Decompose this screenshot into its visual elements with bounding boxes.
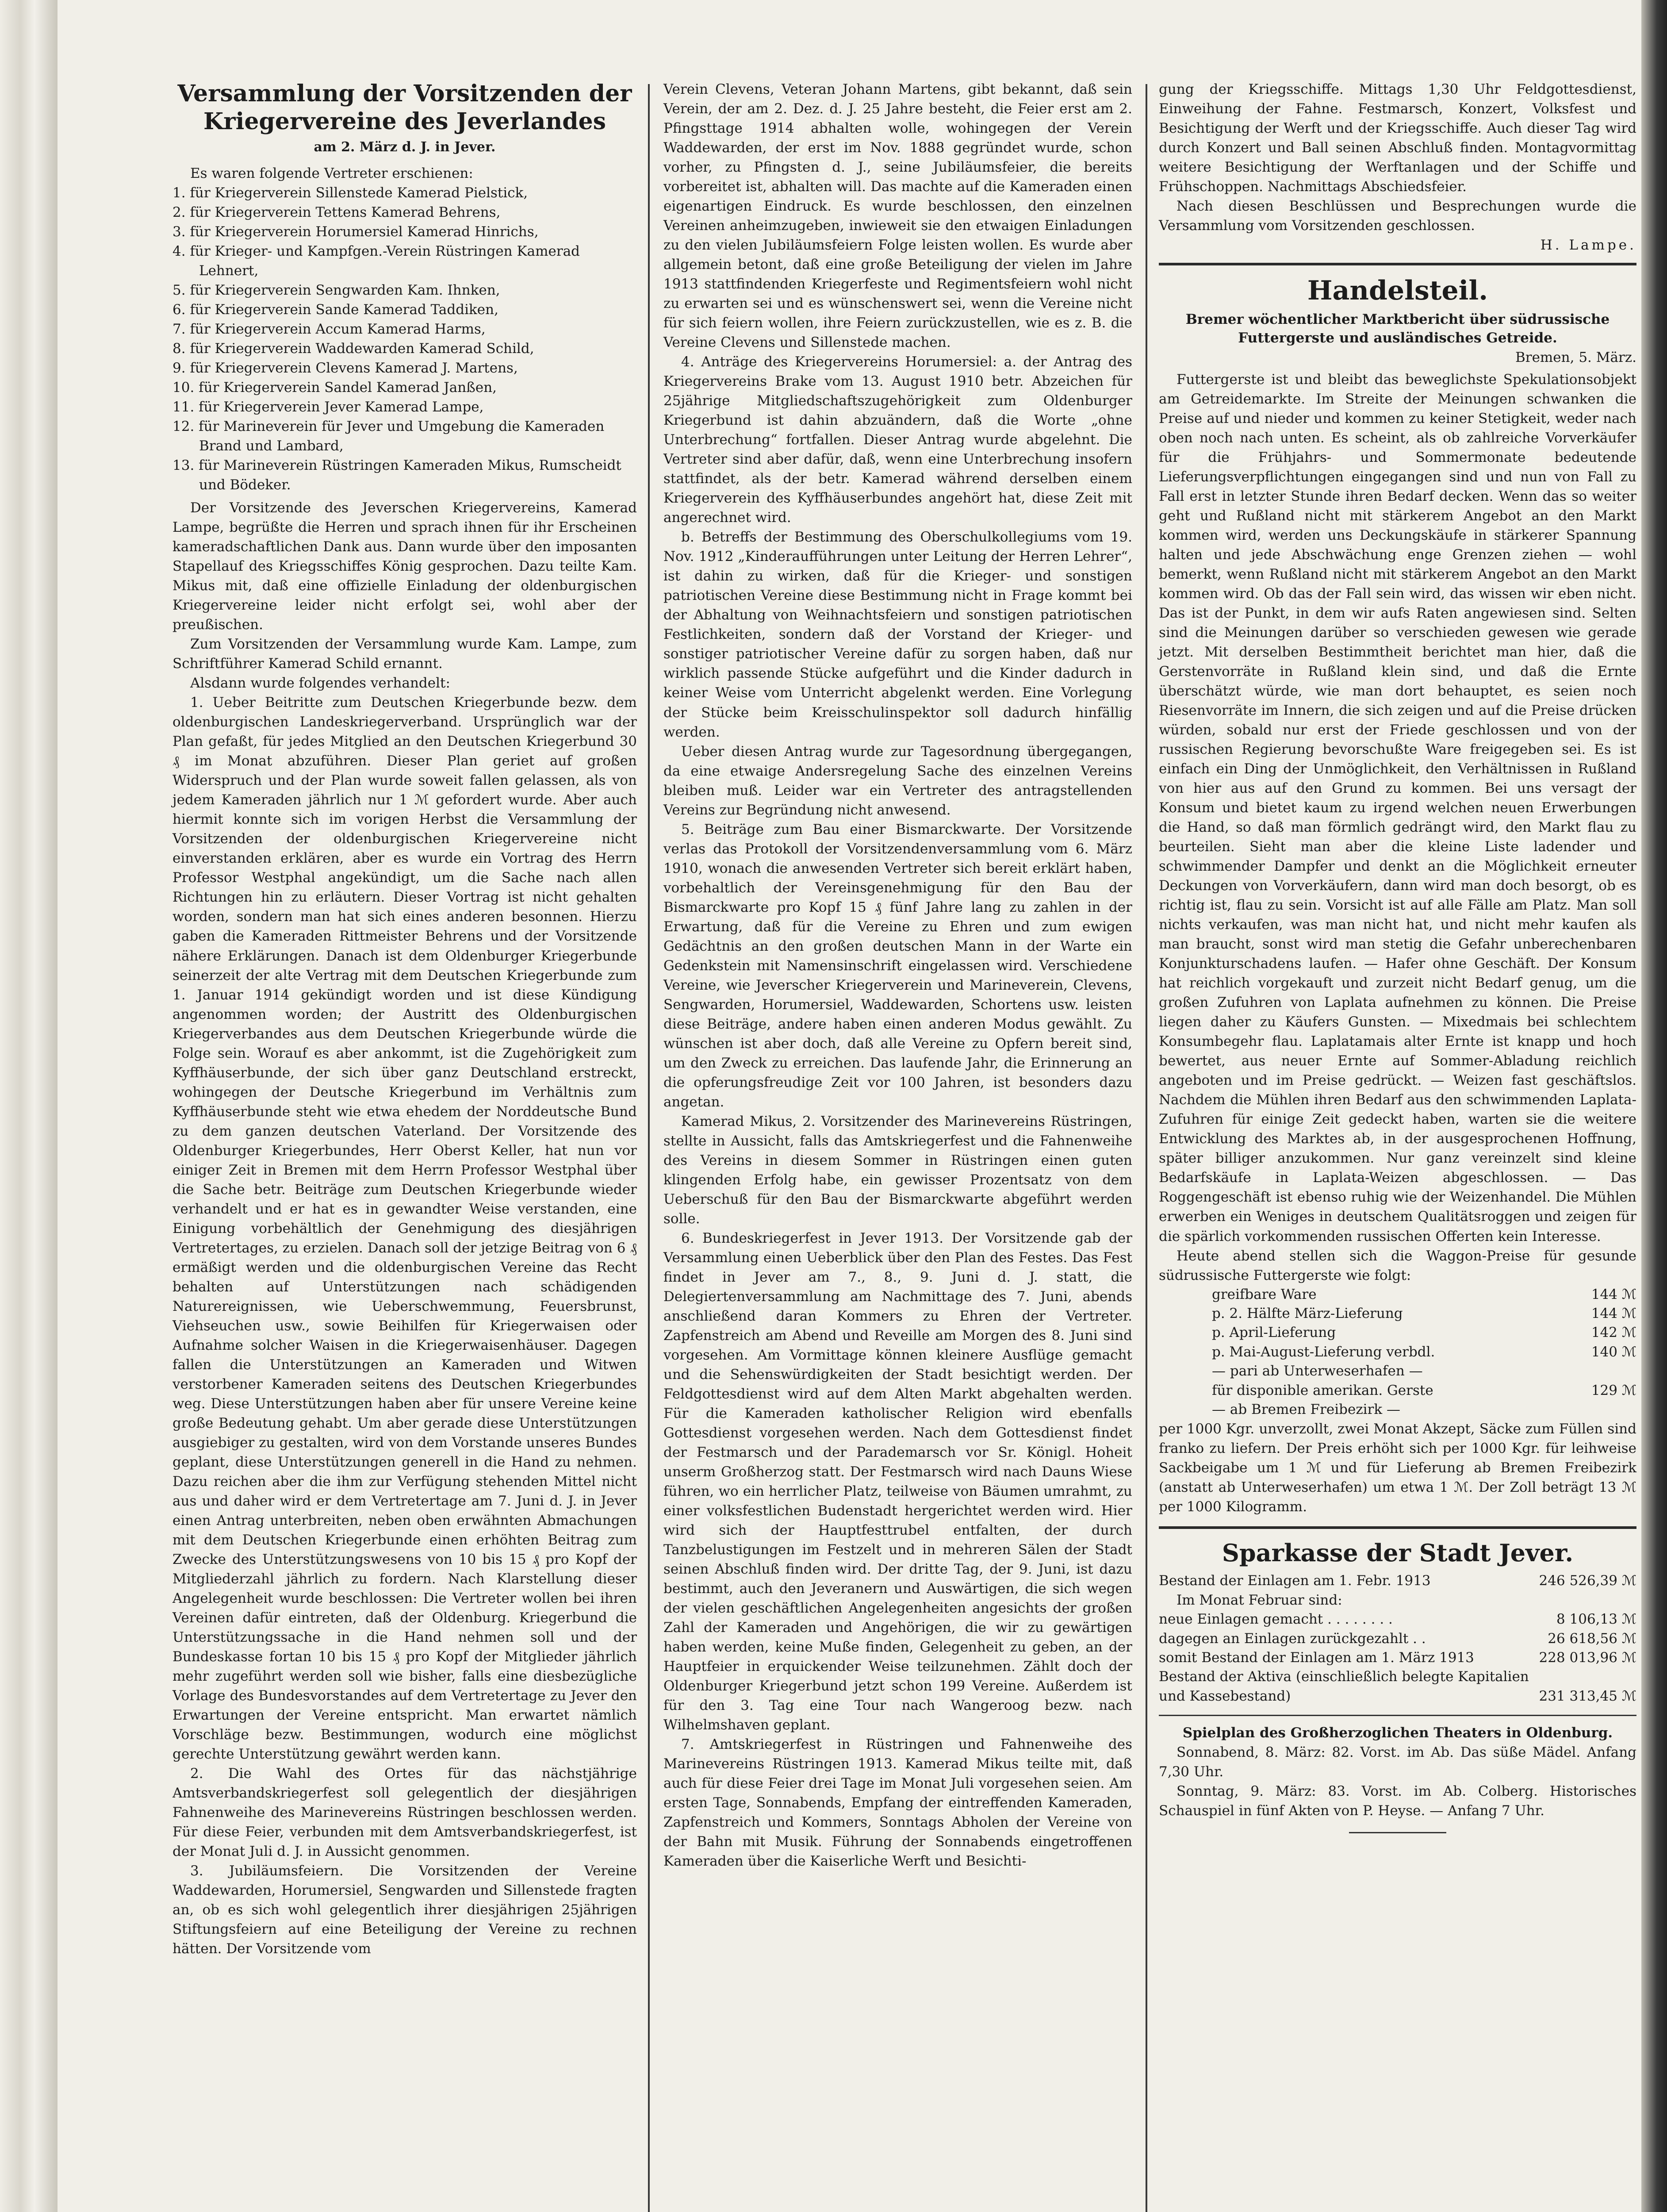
sparkasse-label: somit Bestand der Einlagen am 1. März 1913 xyxy=(1159,1649,1474,1666)
page-edge-shadow xyxy=(1641,0,1667,2212)
price-label: — pari ab Unterweserhafen — xyxy=(1212,1363,1423,1379)
sparkasse-label: Im Monat Februar sind: xyxy=(1176,1592,1342,1608)
end-rule xyxy=(1349,1832,1446,1833)
price-value: 144 ℳ xyxy=(1591,1305,1636,1321)
price-row xyxy=(1159,1285,1636,1304)
paragraph: gung der Kriegsschiffe. Mittags 1,30 Uhr Feldgottesdienst, Einweihung der Fahne. Festmarsch, Konzert, Volksfest und Besichtigung der Werft und der Kriegsschiffe. Auch dieser Tag wird durch Konzert und Ball seinen Abschluß finden. Montagvormittag weitere Besichtigung der Werftanlagen und der Schiffe und Frühschoppen. Nachmittags Abschiedsfeier. xyxy=(1159,81,1636,195)
market-report xyxy=(1159,370,1636,1285)
price-row xyxy=(1159,1381,1636,1400)
delegate-item: 5. für Kriegerverein Sengwarden Kam. Ihnken, xyxy=(172,282,500,298)
price-value xyxy=(1539,1362,1636,1381)
column-1 xyxy=(172,80,637,1959)
sparkasse-row xyxy=(1159,1610,1636,1629)
price-label: p. April-Lieferung xyxy=(1212,1325,1336,1341)
column-3 xyxy=(1159,80,1636,1833)
paragraph: Futtergerste ist und bleibt das beweglichste Spekulationsobjekt am Getreidemarkte. Im Streite der Meinungen schwanken die Preise auf und nieder und kommen zu keiner Stetigkeit, weder nach oben noch nach unten. Es scheint, als ob zahlreiche Vorverkäufer für die Frühjahrs- und Sommermonate bedeutende Lieferungsverpflichtungen eingegangen sind und nun von Fall zu Fall erst in letzter Stunde ihren Bedarf decken. Wenn das so weiter geht und Rußland nicht mit stärkerem Angebot an den Markt kommen wird, werden uns Deckungskäufe in stärkerer Spannung halten und jede Abschwächung enge Grenzen ziehen — wohl bemerkt, wenn Rußland nicht mit stärkerem Angebot an den Markt kommen wird. Ob das der Fall sein wird, das wissen wir eben nicht. Das ist der Punkt, in dem wir aufs Raten angewiesen sind. Selten sind die Meinungen darüber so verschieden gewesen wie gerade jetzt. Mit derselben Bestimmtheit berichtet man hier, daß die Gerstenvorräte in Rußland klein sind, und daß die Ernte überschätzt würde, wie man dort behauptet, es seien noch Riesenvorräte im Innern, die sich zeigen und auf die Preise drücken würden, sobald nur erst der Friede geschlossen und von der russischen Regierung bevorschußte Ware freigegeben sei. Es ist einfach ein Ding der Unmöglichkeit, den Verhältnissen in Rußland von hier aus auf den Grund zu kommen. Bei uns versagt der Konsum und bietet kaum zu irgend welchen neuen Erwerbungen die Hand, so daß man förmlich gedrängt wird, den Markt flau zu beurteilen. Sieht man aber die kleine Liste ladender und schwimmender Dampfer und denkt an die Möglichkeit erneuter Deckungen von Vorverkäufern, dann wird man doch besorgt, ob es richtig ist, flau zu sein. Vorsicht ist auf alle Fälle am Platz. Man soll nichts verkaufen, was man nicht hat, und nicht mehr kaufen als man braucht, sonst wird man stetig die Gefahr unberechenbaren Konjunkturschadens laufen. — Hafer ohne Geschäft. Der Konsum hat reichlich vorgekauft und zurzeit nicht Bedarf genug, um die großen Zufuhren von Laplata aufnehmen zu können. Die Preise liegen daher zu Käufers Gunsten. — Mixedmais bei schlechtem Konsumbegehr flau. Laplatamais alter Ernte ist knapp und hoch bewertet, aus neuer Ernte auf Sommer-Abladung reichlich angeboten und im Preise gedrückt. — Weizen fast geschäftslos. Nachdem die Mühlen ihren Bedarf aus den schwimmenden Laplata-Zufuhren für einige Zeit gedeckt haben, warten sie die weitere Entwicklung des Marktes ab, in der ausgesprochenen Hoffnung, später billiger anzukommen. Nur ganz vereinzelt sind kleine Bedarfskäufe in Laplata-Weizen abgeschlossen. — Das Roggengeschäft ist ebenso ruhig wie der Weizenhandel. Die Mühlen erwerben ein Weniges in deutschem Qualitätsroggen und zeigen für die spärlich vorkommenden russischen Offerten kein Interesse. xyxy=(1159,371,1636,1244)
paragraph: 4. Anträge des Kriegervereins Horumersiel: a. der Antrag des Kriegervereins Brake vom 13. August 1910 betr. Abzeichen für 25jährige Mitgliedschaftszugehörigkeit zum Oldenburger Kriegerbund ist dahin abzuändern, daß die Worte „ohne Unterbrechung“ fortfallen. Dieser Antrag wurde abgelehnt. Die Vertreter sind aber dafür, daß, wenn eine Unterbrechung insofern stattfindet, als der betr. Kamerad während derselben einem Kriegerverein des Kyffhäuserbundes angehört hat, diese Zeit mit angerechnet wird. xyxy=(663,354,1132,526)
delegate-item: 11. für Kriegerverein Jever Kamerad Lampe, xyxy=(172,399,484,415)
delegate-item: 1. für Kriegerverein Sillenstede Kamerad Pielstick, xyxy=(172,184,528,201)
column-rule-1 xyxy=(648,84,650,2212)
paragraph: 3. Jubiläumsfeiern. Die Vorsitzenden der Vereine Waddewarden, Horumersiel, Sengwarden und Sillenstede fragten an, ob es sich wohl gelegentlich ihrer diesjährigen 25jährigen Stiftungsfeiern auf eine Beteiligung der Vereine zu rechnen hätten. Der Vorsitzende vom xyxy=(172,1863,637,1957)
paragraph: 6. Bundeskriegerfest in Jever 1913. Der Vorsitzende gab der Versammlung einen Ueberblick über den Plan des Festes. Das Fest findet in Jever am 7., 8., 9. Juni d. J. statt, die Delegiertenversammlung am Nachmittage des 7. Juni, abends anschließend daran Kommers zu Ehren der Vertreter. Zapfenstreich am Abend und Reveille am Morgen des 8. Juni sind vorgesehen. Am Vormittage können kleinere Ausflüge gemacht und die Sehenswürdigkeiten der Stadt besichtigt werden. Der Feldgottesdienst wird auf dem Alten Markt abgehalten werden. Für die Kameraden katholischer Religion wird ebenfalls Gottesdienst vorgesehen werden. Nach dem Gottesdienst findet der Festmarsch und der Parademarsch vor Sr. Königl. Hoheit unserm Großherzog statt. Der Festmarsch wird nach Dauns Wiese führen, wo ein herrlicher Platz, teilweise von Bäumen umrahmt, zu einer volksfestlichen Budenstadt hergerichtet werden wird. Hier wird sich der Hauptfesttrubel entfalten, der durch Tanzbelustigungen im Festzelt und in mehreren Sälen der Stadt seinen Abschluß finden wird. Der dritte Tag, der 9. Juni, ist dazu bestimmt, auch den Jeveranern und Auswärtigen, die sich wegen der vielen geschäftlichen Angelegenheiten angesichts der großen Zahl der Kameraden und Angehörigen, die wir zu gewärtigen haben werden, keine Muße finden, Gelegenheit zu geben, an der Hauptfeier in erquickender Weise teilzunehmen. Zählt doch der Oldenburger Kriegerbund jetzt schon 199 Vereine. Außerdem ist für den 3. Tag eine Tour nach Wangeroog bezw. nach Wilhelmshaven geplant. xyxy=(663,1230,1132,1733)
price-row xyxy=(1159,1323,1636,1342)
price-value: 129 ℳ xyxy=(1591,1382,1636,1398)
column-rule-2 xyxy=(1146,84,1147,2212)
delegate-item: 4. für Krieger- und Kampfgen.-Verein Rüstringen Kamerad Lehnert, xyxy=(172,243,580,279)
delegate-item: 3. für Kriegerverein Horumersiel Kamerad Hinrichs, xyxy=(172,223,539,240)
price-label: p. Mai-August-Lieferung verbdl. xyxy=(1212,1344,1435,1360)
paragraph: Kamerad Mikus, 2. Vorsitzender des Marinevereins Rüstringen, stellte in Aussicht, falls das Amtskriegerfest und die Fahnenweihe des Vereins in diesem Sommer in Rüstringen einen guten klingenden Erfolg habe, ein gewisser Prozentsatz von dem Ueberschuß für den Bau der Bismarckwarte abgeführt werden solle. xyxy=(663,1113,1132,1227)
paragraph: Heute abend stellen sich die Waggon-Preise für gesunde südrussische Futtergerste wie folgt: xyxy=(1159,1248,1636,1283)
paragraph: Nach diesen Beschlüssen und Besprechungen wurde die Versammlung vom Vorsitzenden geschlossen. xyxy=(1159,198,1636,234)
price-row xyxy=(1159,1343,1636,1362)
price-terms: per 1000 Kgr. unverzollt, zwei Monat Akzept, Säcke zum Füllen sind franko zu liefern. Der Preis erhöht sich per 1000 Kgr. für leihweise Sackbeigabe um 1 ℳ und für Lieferung ab Bremen Freibezirk (anstatt ab Unterweserhafen) um etwa 1 ℳ. Der Zoll beträgt 13 ℳ per 1000 Kilogramm. xyxy=(1159,1421,1636,1515)
price-row xyxy=(1159,1304,1636,1323)
delegate-item: 8. für Kriegerverein Waddewarden Kamerad Schild, xyxy=(172,341,534,357)
article-body-continued xyxy=(663,80,1132,1871)
price-label: greifbare Ware xyxy=(1212,1286,1317,1302)
paragraph: Verein Clevens, Veteran Johann Martens, gibt bekannt, daß sein Verein, der am 2. Dez. d. J. 25 Jahre besteht, die Feier erst am 2. Pfingsttage 1914 abhalten wolle, wohingegen der Verein Waddewarden, der erst im Nov. 1888 gegründet wurde, schon vorher, zu Pfingsten d. J., seine Jubiläumsfeier, die bereits vorbereitet ist, abhalten will. Das machte auf die Kameraden einen eigenartigen Eindruck. Es wurde beschlossen, den einzelnen Vereinen anheimzugeben, inwieweit sie den etwaigen Einladungen zu den vielen Jubiläumsfeiern Folge leisten wollen. Es wurde aber allgemein betont, daß eine große Beteiligung der vielen im Jahre 1913 stattfindenden Kriegerfeste und Regimentsfeiern wohl nicht zu erwarten sei und es wünschenswert sei, wenn die Vereine nicht für sich feiern wollen, ihre Feiern zurückzustellen, wie es z. B. die Vereine Clevens und Sillenstede machen. xyxy=(663,81,1132,351)
paragraph: Der Vorsitzende des Jeverschen Kriegervereins, Kamerad Lampe, begrüßte die Herren und sprach ihnen für ihr Erscheinen kameradschaftlichen Dank aus. Dann wurde über den imposanten Stapellauf des Kriegsschiffes König gesprochen. Dazu teilte Kam. Mikus mit, daß eine offizielle Einladung der oldenburgischen Kriegervereine leider nicht erfolgt sei, wohl aber der preußischen. xyxy=(172,500,637,633)
price-label: für disponible amerikan. Gerste xyxy=(1212,1382,1433,1398)
article-title: Versammlung der Vorsitzenden der Kriegervereine des Jeverlandes xyxy=(177,80,632,135)
signature: H. Lampe. xyxy=(1540,237,1636,253)
sparkasse-label: Bestand der Einlagen am 1. Febr. 1913 xyxy=(1159,1573,1431,1589)
handel-subtitle: Bremer wöchentlicher Marktbericht über südrussische Futtergerste und ausländisches Getreide. xyxy=(1185,311,1610,346)
sparkasse-value xyxy=(1539,1591,1637,1610)
price-table xyxy=(1159,1285,1636,1420)
price-row xyxy=(1159,1362,1636,1381)
delegate-item: 10. für Kriegerverein Sandel Kamerad Janßen, xyxy=(172,380,497,396)
delegate-item: 7. für Kriegerverein Accum Kamerad Harms, xyxy=(172,321,486,337)
theater-entry: Sonntag, 9. März: 83. Vorst. im Ab. Colberg. Historisches Schauspiel in fünf Akten von P. Heyse. — Anfang 7 Uhr. xyxy=(1159,1783,1636,1819)
sparkasse-value: 228 013,96 ℳ xyxy=(1539,1649,1636,1666)
sparkasse-row xyxy=(1159,1629,1636,1648)
delegate-item: 13. für Marineverein Rüstringen Kameraden Mikus, Rumscheidt und Bödeker. xyxy=(172,457,621,493)
sparkasse-row xyxy=(1159,1667,1636,1706)
delegate-item: 12. für Marineverein für Jever und Umgebung die Kameraden Brand und Lambard, xyxy=(172,419,605,454)
delegate-list xyxy=(172,183,637,495)
sparkasse-value: 231 313,45 ℳ xyxy=(1539,1688,1636,1704)
column-2 xyxy=(663,80,1132,1871)
sparkasse-value: 246 526,39 ℳ xyxy=(1539,1573,1636,1589)
paragraph: 1. Ueber Beitritte zum Deutschen Kriegerbunde bezw. dem oldenburgischen Landeskriegerverband. Ursprünglich war der Plan gefaßt, für jedes Mitglied an den Deutschen Kriegerbund 30 ₰ im Monat abzuführen. Dieser Plan geriet auf großen Widerspruch und der Plan wurde soweit fallen gelassen, als von jedem Kameraden jährlich nur 1 ℳ gefordert wurde. Aber auch hiermit konnte sich im vorigen Herbst die Versammlung der Vorsitzenden der oldenburgischen Kriegervereine nicht einverstanden erklären, aber es wurde ein Vortrag des Herrn Professor Westphal angekündigt, um die Sache nach allen Richtungen hin zu erläutern. Dieser Vortrag ist nicht gehalten worden, sondern man hat sich eines anderen besonnen. Hierzu gaben die Kameraden Rittmeister Behrens und der Vorsitzende nähere Erklärungen. Danach ist dem Oldenburger Kriegerbunde seinerzeit der alte Vertrag mit dem Deutschen Kriegerbunde zum 1. Januar 1914 gekündigt worden und ist diese Kündigung angenommen worden; der Austritt des Oldenburgischen Kriegerverbandes aus dem Deutschen Kriegerbunde würde die Folge sein. Worauf es aber ankommt, ist die Zugehörigkeit zum Kyffhäuserbunde, der sich über ganz Deutschland erstreckt, wohingegen der Deutsche Kriegerbund im Verhältnis zum Kyffhäuserbunde steht wie etwa ehedem der Norddeutsche Bund zu dem ganzen deutschen Vaterland. Der Vorsitzende des Oldenburger Kriegerbundes, Herr Oberst Keller, hat nun vor einiger Zeit in Bremen mit dem Herrn Professor Westphal über die Sache betr. Beiträge zum Deutschen Kriegerbunde wieder verhandelt und er hat es in gewandter Weise verstanden, eine Einigung vorbehältlich der Genehmigung des diesjährigen Vertretertages, zu erzielen. Danach soll der jetzige Beitrag von 6 ₰ ermäßigt werden und die oldenburgischen Vereine das Recht behalten auf Unterstützungen nach schädigenden Naturereignissen, wie Ueberschwemmung, Feuersbrunst, Viehseuchen usw., sowie Beihilfen für Kriegerwaisen oder Aufnahme solcher Waisen in die Kriegerwaisenhäuser. Dagegen fallen die Unterstützungen an Kameraden und Witwen verstorbener Kameraden seitens des Deutschen Kriegerbundes weg. Diese Unterstützungen haben aber für unsere Vereine keine große Bedeutung gehabt. Um aber gerade diese Unterstützungen ausgiebiger zu gestalten, wird von dem Vorstande unseres Bundes geplant, diese Unterstützungen generell in die Hand zu nehmen. Dazu reichen aber die ihm zur Verfügung stehenden Mittel nicht aus und daher wird er dem Vertretertage am 7. Juni d. J. in Jever einen Antrag unterbreiten, neben oben erwähnten Abmachungen mit dem Deutschen Kriegerbunde einen erhöhten Beitrag zum Zwecke des Unterstützungswesens von 10 bis 15 ₰ pro Kopf der Mitgliederzahl jährlich zu fordern. Nach Klarstellung dieser Angelegenheit wurde beschlossen: Die Vertreter wollen bei ihren Vereinen dafür eintreten, daß der Oldenburg. Kriegerbund die Unterstützungssache in die Hand nehmen soll und der Bundeskasse fortan 10 bis 15 ₰ pro Kopf der Mitglieder jährlich mehr zugeführt werden soll wie bisher, falls eine diesbezügliche Vorlage des Bundesvorstandes auf dem Vertretertage zu Jever den Erwartungen der Vereine entspricht. Man erwartet nämlich Vorschläge bezw. Bestimmungen, wodurch eine möglichst gerechte Unterstützung gewährt werden kann. xyxy=(172,695,637,1763)
price-value xyxy=(1539,1400,1636,1419)
paragraph: Alsdann wurde folgendes verhandelt: xyxy=(190,675,450,691)
price-row xyxy=(1159,1400,1636,1419)
sparkasse-row xyxy=(1159,1591,1636,1610)
article-intro: Es waren folgende Vertreter erschienen: xyxy=(190,165,473,181)
paragraph: 2. Die Wahl des Ortes für das nächstjährige Amtsverbandskriegerfest soll gelegentlich der diesjährigen Fahnenweihe des Marinevereins Rüstringen beschlossen werden. Für diese Feier, verbunden mit dem Amtsverbandskriegerfest, ist der Monat Juli d. J. in Aussicht genommen. xyxy=(172,1766,637,1860)
book-spine xyxy=(0,0,57,2212)
paragraph: 5. Beiträge zum Bau einer Bismarckwarte. Der Vorsitzende verlas das Protokoll der Vorsitzendenversammlung vom 6. März 1910, wonach die anwesenden Vertreter sich bereit erklärt haben, vorbehaltlich der Vereinsgenehmigung für den Bau der Bismarckwarte pro Kopf 15 ₰ fünf Jahre lang zu zahlen in der Erwartung, daß für die Vereine zu Ehren und zum ewigen Gedächtnis an den großen deutschen Mann in der Warte ein Gedenkstein mit Namensinschrift eingelassen wird. Verschiedene Vereine, wie Jeverscher Kriegerverein und Marineverein, Clevens, Sengwarden, Horumersiel, Waddewarden, Schortens usw. leisten diese Beiträge, andere haben einen anderen Modus gewählt. Zu wünschen ist aber doch, daß alle Vereine zu Opfern bereit sind, um den Zweck zu erreichen. Das laufende Jahr, die Erinnerung an die opferungsfreudige Zeit vor 100 Jahren, ist besonders dazu angetan. xyxy=(663,821,1132,1110)
article-body xyxy=(172,498,637,1959)
sparkasse-row xyxy=(1159,1648,1636,1667)
sparkasse-title: Sparkasse der Stadt Jever. xyxy=(1222,1539,1574,1567)
article-body-end xyxy=(1159,80,1636,235)
section-divider xyxy=(1159,263,1636,265)
sparkasse-value: 8 106,13 ℳ xyxy=(1556,1611,1636,1628)
article-dateline: am 2. März d. J. in Jever. xyxy=(314,139,496,155)
paragraph: b. Betreffs der Bestimmung des Oberschulkollegiums vom 19. Nov. 1912 „Kinderaufführungen unter Leitung der Herren Lehrer“, ist dahin zu wirken, daß für die Krieger- und sonstigen patriotischen Vereine diese Bestimmung nicht in Frage kommt bei der Abhaltung von Weihnachtsfeiern und sonstigen patriotischen Festlichkeiten, sondern daß der Vorstand der Krieger- und sonstiger patriotischer Vereine dafür zu sorgen haben, daß nur wirklich passende Stücke aufgeführt und die Kinder dadurch in keiner Weise vom Unterricht abgelenkt werden. Eine Vorlegung der Stücke beim Kreisschulinspektor soll dadurch hinfällig werden. xyxy=(663,529,1132,740)
price-value: 140 ℳ xyxy=(1591,1344,1636,1360)
sparkasse-label: dagegen an Einlagen zurückgezahlt . . xyxy=(1159,1630,1426,1647)
sparkasse-row xyxy=(1159,1571,1636,1590)
theater-title: Spielplan des Großherzoglichen Theaters in Oldenburg. xyxy=(1182,1725,1613,1741)
sparkasse-value: 26 618,56 ℳ xyxy=(1548,1630,1636,1647)
delegate-item: 6. für Kriegerverein Sande Kamerad Taddiken, xyxy=(172,301,498,318)
price-value: 142 ℳ xyxy=(1591,1325,1636,1341)
handel-dateline: Bremen, 5. März. xyxy=(1515,349,1636,365)
price-label: — ab Bremen Freibezirk — xyxy=(1212,1401,1401,1417)
section-divider xyxy=(1159,1526,1636,1529)
theater-entry: Sonnabend, 8. März: 82. Vorst. im Ab. Das süße Mädel. Anfang 7,30 Uhr. xyxy=(1159,1744,1636,1780)
paragraph: Zum Vorsitzenden der Versammlung wurde Kam. Lampe, zum Schriftführer Kamerad Schild ernannt. xyxy=(172,636,637,672)
handel-title: Handelsteil. xyxy=(1307,275,1488,307)
price-value: 144 ℳ xyxy=(1591,1286,1636,1302)
sparkasse-label: Bestand der Aktiva (einschließlich belegte Kapitalien und Kassebestand) xyxy=(1159,1669,1529,1704)
delegate-item: 2. für Kriegerverein Tettens Kamerad Behrens, xyxy=(172,204,501,220)
price-label: p. 2. Hälfte März-Lieferung xyxy=(1212,1305,1403,1321)
sparkasse-table xyxy=(1159,1571,1636,1706)
paragraph: Ueber diesen Antrag wurde zur Tagesordnung übergegangen, da eine etwaige Andersregelung Sache des einzelnen Vereins bleiben muß. Leider war ein Vertreter des antragstellenden Vereins zur Begründung nicht anwesend. xyxy=(663,743,1132,818)
section-divider xyxy=(1159,1715,1636,1716)
sparkasse-label: neue Einlagen gemacht . . . . . . . . xyxy=(1159,1611,1393,1628)
theater-schedule xyxy=(1159,1743,1636,1820)
delegate-item: 9. für Kriegerverein Clevens Kamerad J. Martens, xyxy=(172,360,518,376)
paragraph: 7. Amtskriegerfest in Rüstringen und Fahnenweihe des Marinevereins Rüstringen 1913. Kamerad Mikus teilte mit, daß auch für diese Feier drei Tage im Monat Juli vorgesehen seien. Am ersten Tage, Sonnabends, Empfang der eintreffenden Kameraden, Zapfenstreich und Kommers, Sonntags Abholen der Vereine von der Bahn mit Musik. Führung der Sonnabends eingetroffenen Kameraden über die Kaiserliche Werft und Besichti- xyxy=(663,1736,1132,1870)
